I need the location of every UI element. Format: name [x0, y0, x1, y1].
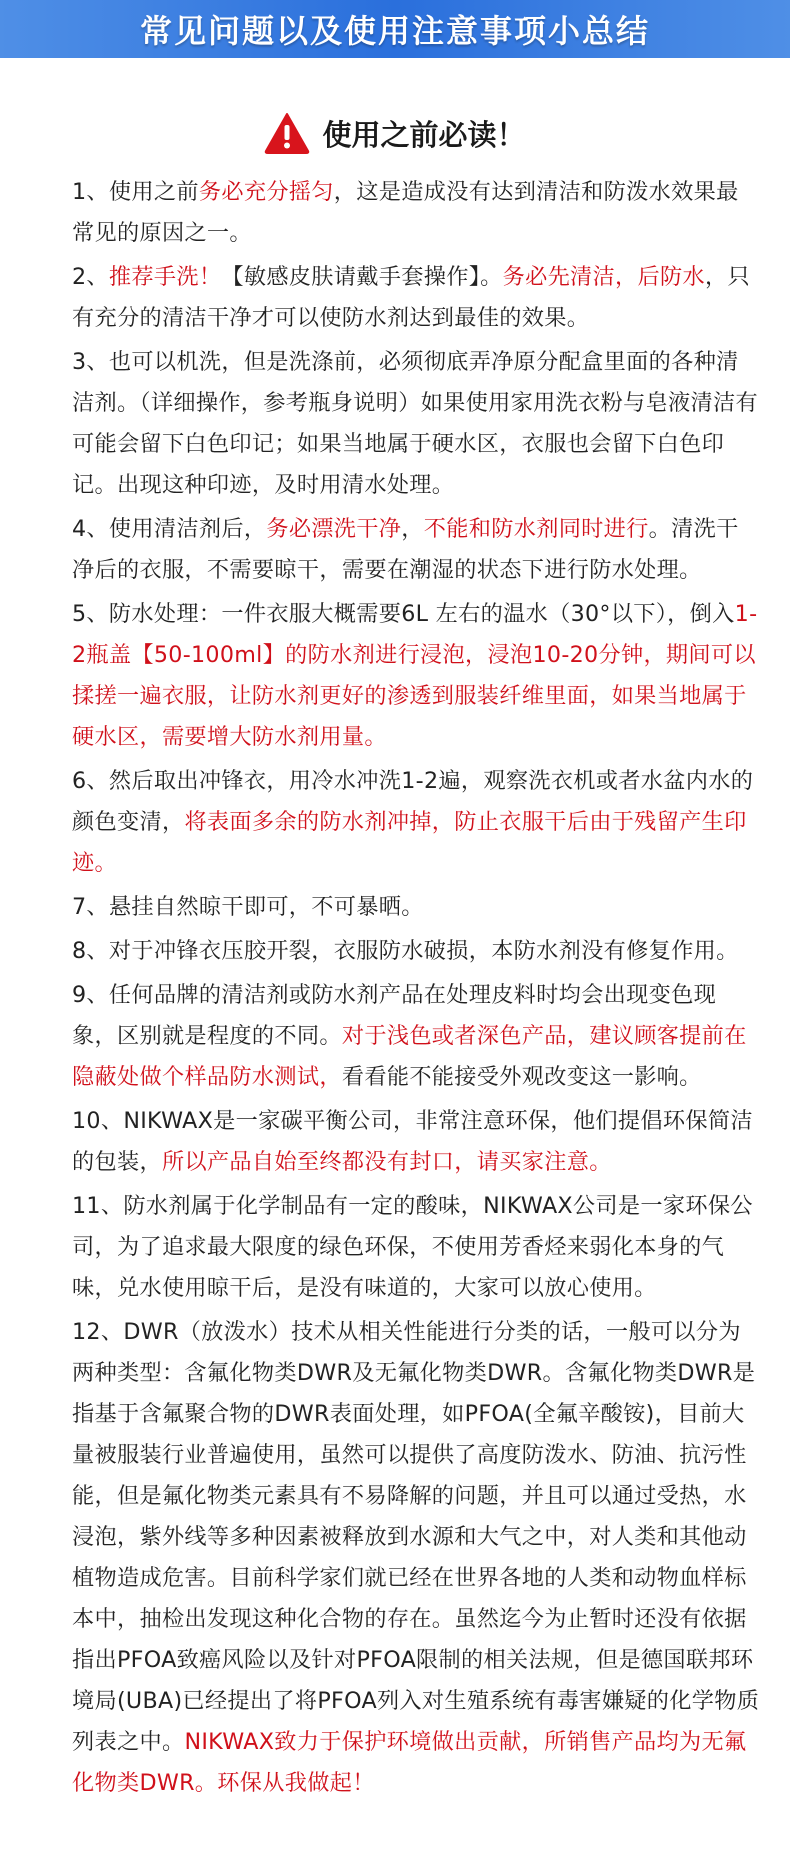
note-text: 。清洗干净后的衣服，不需要晾干，需要在潮湿的状态下进行防水处理。: [72, 516, 739, 583]
highlighted-text: 不能和防水剂同时进行: [423, 516, 649, 542]
banner-title: 常见问题以及使用注意事项小总结: [139, 12, 650, 50]
highlighted-text: 所以产品自始至终都没有封口，请买家注意。: [161, 1149, 612, 1175]
note-text: 看看能不能接受外观改变这一影响。: [341, 1064, 702, 1090]
note-text: 2、: [72, 264, 109, 290]
note-text: 8、对于冲锋衣压胶开裂，衣服防水破损，本防水剂没有修复作用。: [72, 938, 739, 964]
note-text: ，这是造成没有达到清洁和防泼水效果最常见的原因之一。: [72, 179, 739, 246]
title-banner: [0, 0, 790, 58]
section-heading: [0, 112, 790, 154]
highlighted-text: 推荐手洗！: [108, 264, 222, 290]
note-item-3: [72, 342, 760, 506]
note-text: 6、然后取出冲锋衣，用冷水冲洗1-2遍，观察洗衣机或者水盆内水的颜色变清，: [72, 768, 754, 835]
highlighted-text: 务必充分摇匀: [198, 179, 334, 205]
highlighted-text: 对于浅色或者深色产品，建议顾客提前在隐蔽处做个样品防水测试，: [72, 1023, 747, 1090]
note-text: 10、NIKWAX是一家碳平衡公司，非常注意环保，他们提倡环保简洁的包装，: [72, 1108, 753, 1175]
note-item-10: [72, 1101, 760, 1183]
note-item-4: [72, 509, 760, 591]
note-item-9: [72, 975, 760, 1098]
highlighted-text: 1-2瓶盖【50-100ml】的防水剂进行浸泡，浸泡10-20分钟，期间可以揉搓一遍衣服，让防水剂更好的渗透到服装纤维里面，如果当地属于硬水区，需要增大防水剂用量。: [72, 601, 758, 750]
warning-icon: [264, 112, 310, 154]
highlighted-text: NIKWAX致力于保护环境做出贡献，所销售产品均为无氟化物类DWR。环保从我做起！: [72, 1729, 747, 1796]
note-item-8: [72, 931, 760, 972]
note-item-1: [72, 172, 760, 254]
note-text: 3、也可以机洗，但是洗涤前，必须彻底弄净原分配盒里面的各种清洁剂。（详细操作，参考瓶身说明）如果使用家用洗衣粉与皂液清洁有可能会留下白色印记；如果当地属于硬水区，衣服也会留下白色印记。出现这种印迹，及时用清水处理。: [72, 349, 759, 498]
highlighted-text: 将表面多余的防水剂冲掉，防止衣服干后由于残留产生印迹。: [72, 809, 747, 876]
note-item-5: [72, 594, 760, 758]
note-text: 11、防水剂属于化学制品有一定的酸味，NIKWAX公司是一家环保公司，为了追求最大限度的绿色环保，不使用芳香烃来弱化本身的气味，兑水使用晾干后，是没有味道的，大家可以放心使用。: [72, 1193, 753, 1301]
note-item-7: [72, 887, 760, 928]
note-item-6: [72, 761, 760, 884]
note-text: 4、使用清洁剂后，: [72, 516, 267, 542]
highlighted-text: 务必先清洁，后防水: [502, 264, 705, 290]
highlighted-text: 务必漂洗干净: [266, 516, 402, 542]
note-text: 5、防水处理：一件衣服大概需要6L 左右的温水（30°以下），倒入: [72, 601, 735, 627]
note-item-11: [72, 1186, 760, 1309]
notes-list: [72, 172, 760, 1807]
note-text: 【敏感皮肤请戴手套操作】。: [221, 264, 503, 290]
note-text: 7、悬挂自然晾干即可，不可暴晒。: [72, 894, 424, 920]
note-text: ，: [401, 516, 424, 542]
note-text: 12、DWR（放泼水）技术从相关性能进行分类的话，一般可以分为两种类型：含氟化物类DWR及无氟化物类DWR。含氟化物类DWR是指基于含氟聚合物的DWR表面处理，如PFOA(全氟辛酸铵)，目前大量被服装行业普遍使用，虽然可以提供了高度防泼水、防油、抗污性能，但是氟化物类元素具有不易降解的问题，并且可以通过受热，水浸泡，紫外线等多种因素被释放到水源和大气之中，对人类和其他动植物造成危害。目前科学家们就已经在世界各地的人类和动物血样标本中，抽检出发现这种化合物的存在。虽然迄今为止暂时还没有依据指出PFOA致癌风险以及针对PFOA限制的相关法规，但是德国联邦环境局(UBA)已经提出了将PFOA列入对生殖系统有毒害嫌疑的化学物质列表之中。: [72, 1319, 760, 1755]
note-item-2: [72, 257, 760, 339]
note-item-12: [72, 1312, 760, 1804]
heading-text: 使用之前必读！: [322, 117, 526, 152]
note-text: ，只有充分的清洁干净才可以使防水剂达到最佳的效果。: [72, 264, 750, 331]
note-text: 9、任何品牌的清洁剂或防水剂产品在处理皮料时均会出现变色现象，区别就是程度的不同。: [72, 982, 717, 1049]
note-text: 1、使用之前: [72, 179, 199, 205]
